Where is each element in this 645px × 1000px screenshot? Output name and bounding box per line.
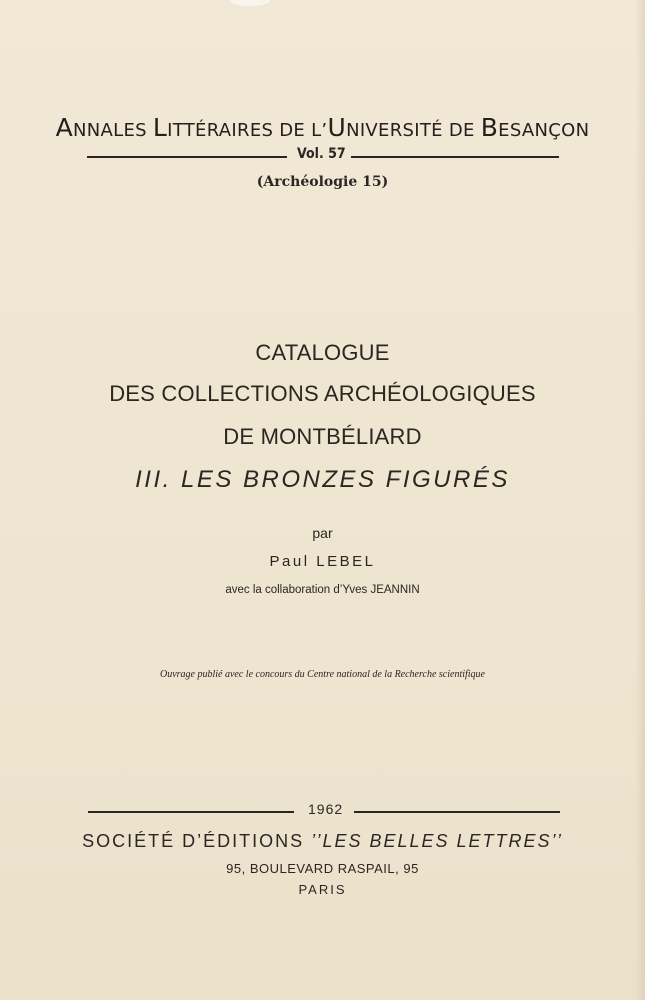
- series-title-initial: A: [55, 113, 74, 142]
- series-title-part: ESANÇON: [498, 120, 590, 141]
- series-title: [0, 113, 645, 142]
- series-title-initial: B: [480, 113, 499, 142]
- volume-rule-row: [87, 146, 559, 166]
- rule-right: [354, 811, 560, 813]
- publication-year: 1962: [308, 801, 344, 817]
- publisher-prefix: SOCIÉTÉ D’ÉDITIONS: [82, 831, 312, 851]
- volume-number: Vol. 57: [297, 146, 346, 162]
- publisher-address: 95, BOULEVARD RASPAIL, 95: [226, 861, 419, 876]
- rule-left: [87, 156, 287, 158]
- book-title-line-2: DES COLLECTIONS ARCHÉOLOGIQUES: [109, 381, 536, 406]
- funding-note: Ouvrage publié avec le concours du Centre national de la Recherche scientifique: [160, 669, 485, 680]
- book-title-line-1: CATALOGUE: [255, 340, 390, 365]
- book-title-line-4: III. LES BRONZES FIGURÉS: [135, 466, 510, 493]
- paper-mark: [230, 0, 270, 6]
- page-edge-shadow: [635, 0, 645, 1000]
- series-title-part: ITTÉRAIRES DE L’: [167, 120, 328, 141]
- rule-right: [351, 156, 559, 158]
- publisher-city: PARIS: [298, 882, 347, 897]
- publisher-brand: ’’LES BELLES LETTRES’’: [311, 831, 563, 851]
- author-name: Paul LEBEL: [269, 553, 376, 570]
- book-title-line-3: DE MONTBÉLIARD: [223, 424, 422, 449]
- collaboration-line: avec la collaboration d’Yves JEANNIN: [225, 584, 420, 596]
- publisher-name: [0, 831, 645, 852]
- rule-left: [88, 811, 294, 813]
- series-title-part: NNALES: [73, 120, 153, 141]
- by-label: par: [312, 525, 333, 541]
- series-title-initial: L: [152, 113, 168, 142]
- series-title-initial: U: [327, 113, 347, 142]
- year-rule-row: [88, 801, 560, 821]
- subseries-label: (Archéologie 15): [256, 174, 389, 190]
- series-title-part: NIVERSITÉ DE: [346, 120, 481, 141]
